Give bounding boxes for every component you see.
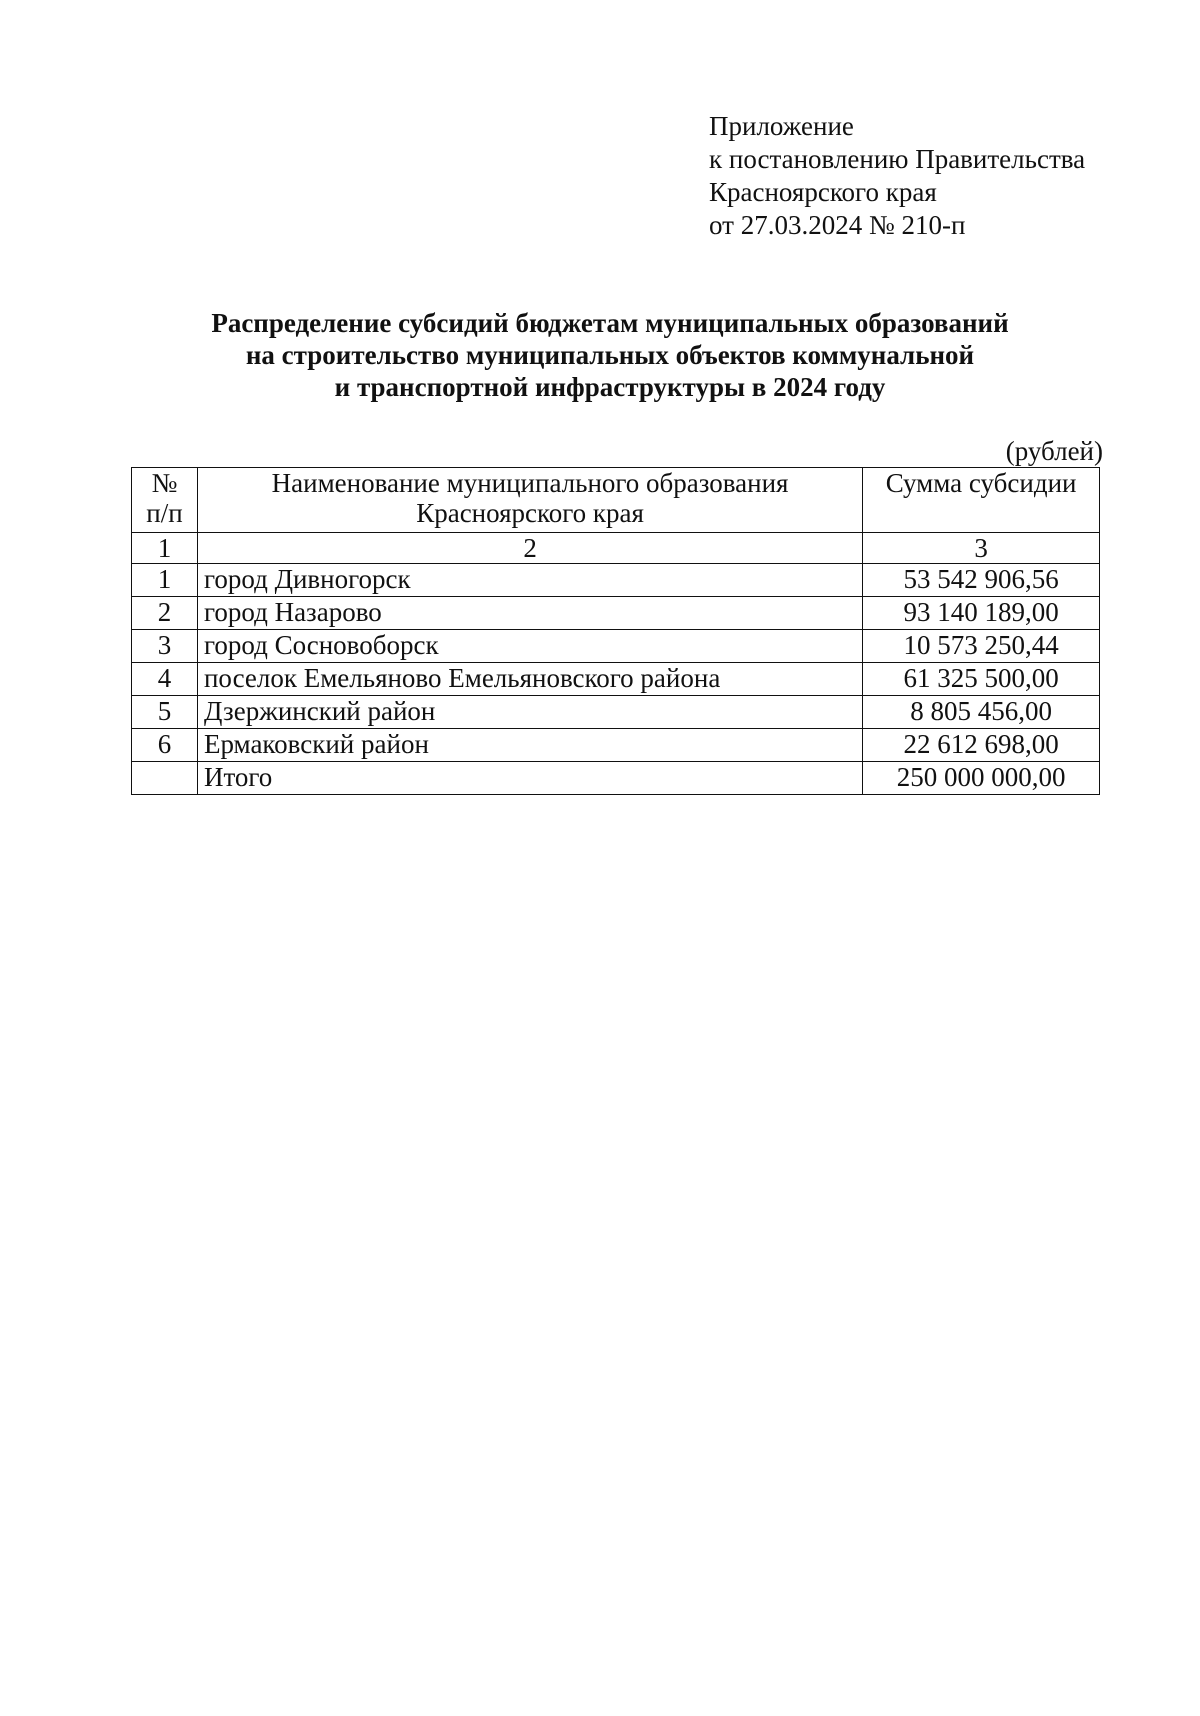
total-sum: 250 000 000,00 (863, 762, 1100, 795)
appendix-block (709, 110, 1085, 242)
subsidy-table (131, 467, 1100, 795)
row-number: 6 (132, 729, 198, 762)
appendix-line: Красноярского края (709, 177, 937, 207)
row-name: Ермаковский район (197, 729, 862, 762)
row-name: город Дивногорск (197, 564, 862, 597)
row-sum: 61 325 500,00 (863, 663, 1100, 696)
title-line: Распределение субсидий бюджетам муниципальных образований (211, 308, 1009, 338)
row-name: город Сосновоборск (197, 630, 862, 663)
header-name: Наименование муниципального образования Красноярского края (197, 468, 862, 533)
total-number (132, 762, 198, 795)
row-sum: 93 140 189,00 (863, 597, 1100, 630)
units-label: (рублей) (1005, 436, 1103, 466)
row-sum: 22 612 698,00 (863, 729, 1100, 762)
table-row (132, 729, 1100, 762)
table-row (132, 696, 1100, 729)
appendix-line: от 27.03.2024 № 210-п (709, 210, 966, 240)
title-line: и транспортной инфраструктуры в 2024 году (334, 372, 886, 402)
row-sum: 8 805 456,00 (863, 696, 1100, 729)
table-row (132, 564, 1100, 597)
document-title (130, 307, 1090, 403)
total-row (132, 762, 1100, 795)
table-header-row (132, 468, 1100, 533)
row-number: 1 (132, 564, 198, 597)
row-number: 4 (132, 663, 198, 696)
row-number: 5 (132, 696, 198, 729)
row-name: Дзержинский район (197, 696, 862, 729)
column-number: 1 (132, 533, 198, 564)
column-number-row (132, 533, 1100, 564)
row-name: поселок Емельяново Емельяновского района (197, 663, 862, 696)
table-row (132, 597, 1100, 630)
appendix-line: Приложение (709, 111, 854, 141)
appendix-line: к постановлению Правительства (709, 144, 1086, 174)
row-sum: 53 542 906,56 (863, 564, 1100, 597)
row-name: город Назарово (197, 597, 862, 630)
row-sum: 10 573 250,44 (863, 630, 1100, 663)
header-num: № п/п (132, 468, 198, 533)
row-number: 2 (132, 597, 198, 630)
row-number: 3 (132, 630, 198, 663)
column-number: 3 (863, 533, 1100, 564)
column-number: 2 (197, 533, 862, 564)
total-label: Итого (197, 762, 862, 795)
table-row (132, 630, 1100, 663)
table-row (132, 663, 1100, 696)
title-line: на строительство муниципальных объектов коммунальной (245, 340, 975, 370)
header-sum: Сумма субсидии (863, 468, 1100, 533)
